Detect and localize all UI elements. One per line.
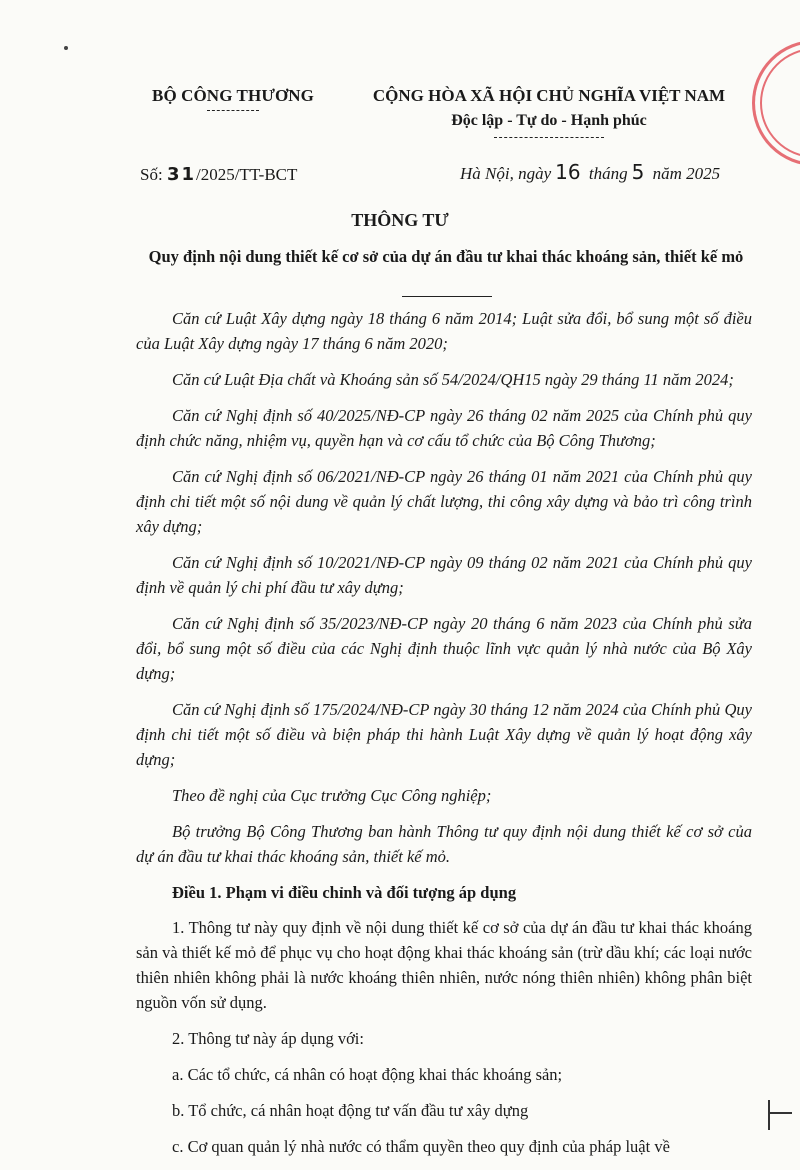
document-number-handwritten: 31 [166,164,196,185]
red-seal-stamp [752,40,800,166]
article-1-item-a: a. Các tổ chức, cá nhân có hoạt động khai thác khoáng sản; [172,1065,563,1084]
date-year: năm 2025 [652,164,721,183]
article-1-item-b: b. Tổ chức, cá nhân hoạt động tư vấn đầu tư xây dựng [172,1101,529,1120]
ministry-rule [207,110,259,111]
preamble-paragraph: Căn cứ Nghị định số 175/2024/NĐ-CP ngày 30 tháng 12 năm 2024 của Chính phủ Quy định chi tiết một số điều và biện pháp thi hành Luật Xây dựng về quản lý hoạt động xây dựng; [136,700,752,769]
preamble-paragraph: Theo đề nghị của Cục trưởng Cục Công nghiệp; [172,786,492,805]
document-body [136,306,752,1170]
article-1-item-c: c. Cơ quan quản lý nhà nước có thẩm quyền theo quy định của pháp luật về [172,1137,670,1156]
national-title-block [345,86,753,138]
article-1-heading: Điều 1. Phạm vi điều chỉnh và đối tượng áp dụng [172,883,517,902]
preamble-paragraph: Căn cứ Luật Địa chất và Khoáng sản số 54/2024/QH15 ngày 29 tháng 11 năm 2024; [172,370,734,389]
issuing-agency-block [138,86,328,111]
document-number-prefix: Số: [140,165,163,184]
nation-name: CỘNG HÒA XÃ HỘI CHỦ NGHĨA VIỆT NAM [372,86,726,105]
preamble-paragraph: Căn cứ Nghị định số 10/2021/NĐ-CP ngày 09 tháng 02 năm 2021 của Chính phủ quy định về quản lý chi phí đầu tư xây dựng; [136,553,752,597]
date-month-handwritten: 5 [631,160,645,184]
subject-underline [402,296,492,297]
preamble-paragraph: Căn cứ Nghị định số 06/2021/NĐ-CP ngày 26 tháng 01 năm 2021 của Chính phủ quy định chi tiết một số nội dung về quản lý chất lượng, thi công xây dựng và bảo trì công trình xây dựng; [136,467,752,536]
document-number-suffix: /2025/TT-BCT [196,165,298,184]
document-type: THÔNG TƯ [351,210,449,230]
preamble-paragraph: Bộ trưởng Bộ Công Thương ban hành Thông tư quy định nội dung thiết kế cơ sở của dự án đầu tư khai thác khoáng sản, thiết kế mỏ. [136,822,752,866]
document-number [140,164,297,185]
preamble-paragraph: Căn cứ Nghị định số 35/2023/NĐ-CP ngày 20 tháng 6 năm 2023 của Chính phủ sửa đổi, bổ sung một số điều của các Nghị định thuộc lĩnh vực quản lý nhà nước của Bộ Xây dựng; [136,614,752,683]
motto-rule [494,137,604,138]
article-1-clause-2: 2. Thông tư này áp dụng với: [172,1029,364,1048]
preamble-paragraph: Căn cứ Luật Xây dựng ngày 18 tháng 6 năm 2014; Luật sửa đổi, bổ sung một số điều của Luật Xây dựng ngày 17 tháng 6 năm 2020; [136,309,752,353]
document-subject: Quy định nội dung thiết kế cơ sở của dự án đầu tư khai thác khoáng sản, thiết kế mỏ [148,247,744,266]
page-corner-mark [768,1100,796,1130]
date-place-day: Hà Nội, ngày [460,164,552,183]
preamble-paragraph: Căn cứ Nghị định số 40/2025/NĐ-CP ngày 26 tháng 02 năm 2025 của Chính phủ quy định chức năng, nhiệm vụ, quyền hạn và cơ cấu tổ chức của Bộ Công Thương; [136,406,752,450]
scan-speck [64,46,68,50]
date-month-label: tháng [588,164,628,183]
national-motto: Độc lập - Tự do - Hạnh phúc [451,112,647,129]
article-1-clause-1: 1. Thông tư này quy định về nội dung thiết kế cơ sở của dự án đầu tư khai thác khoáng sản và thiết kế mỏ để phục vụ cho hoạt động khai thác khoáng sản (trừ dầu khí; các loại nước thiên nhiên không phải là nước khoáng thiên nhiên, nước nóng thiên nhiên) không phân biệt nguồn vốn sử dụng. [136,918,752,1012]
ministry-name: BỘ CÔNG THƯƠNG [152,86,314,105]
document-date [460,160,720,184]
date-day-handwritten: 16 [555,160,581,184]
